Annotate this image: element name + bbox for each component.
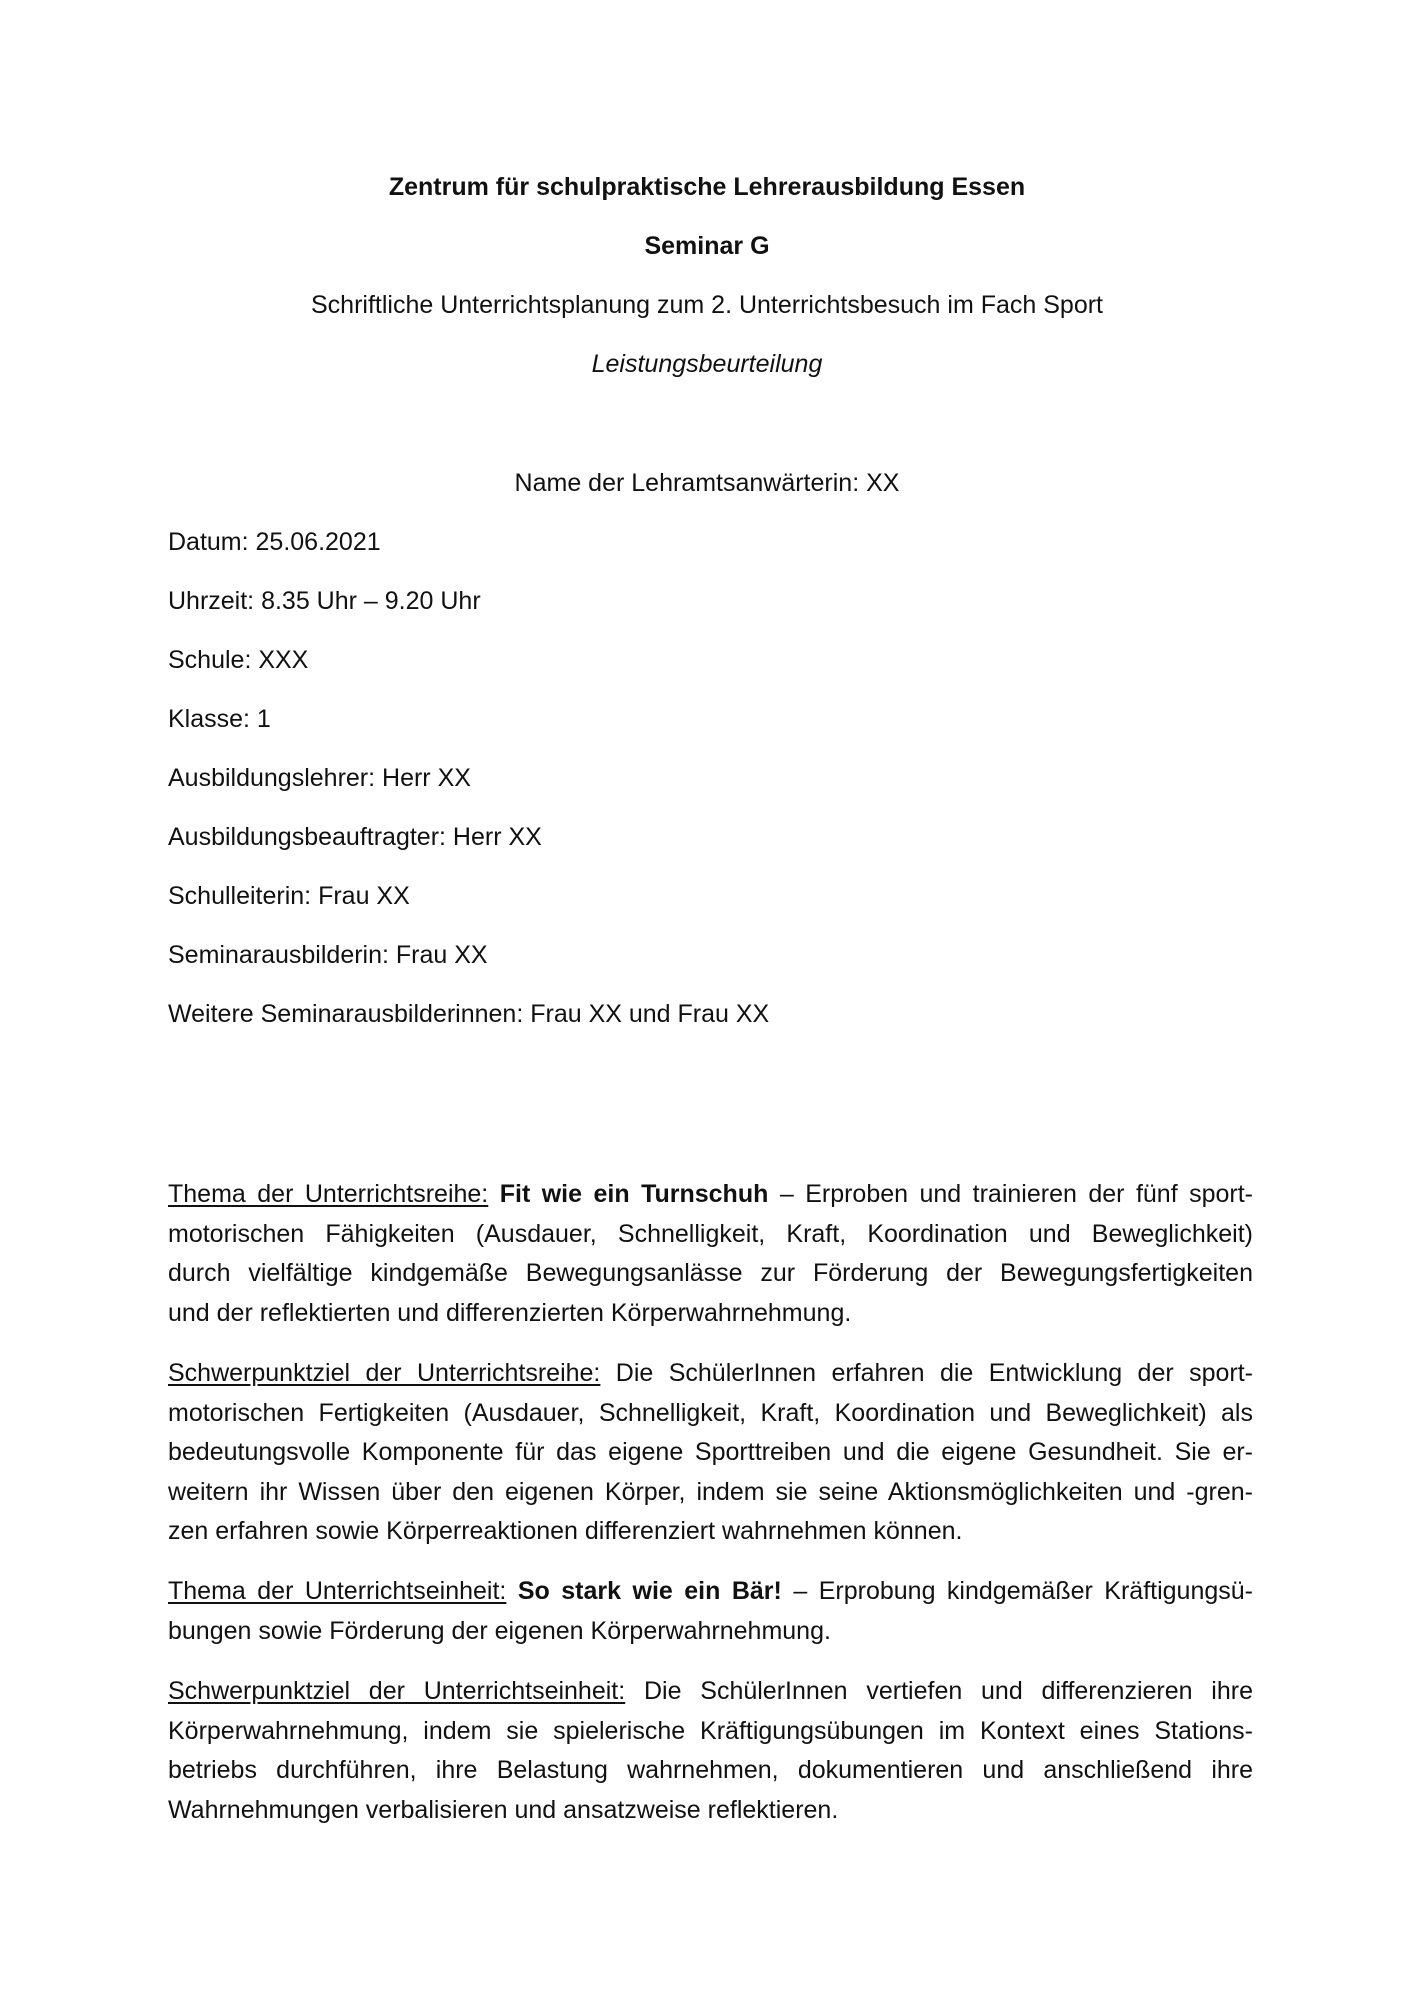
text-line	[168, 1175, 1253, 1215]
text-line: weitern ihr Wissen über den eigenen Körper, indem sie seine Aktionsmöglichkeiten und -gren-	[168, 1477, 1253, 1506]
detail-mentor-teacher: Ausbildungslehrer: Herr XX	[168, 764, 471, 792]
detail-date: Datum: 25.06.2021	[168, 528, 381, 556]
text-fragment: Die SchülerInnen vertiefen und differenzieren ihre	[625, 1677, 1253, 1705]
section-label: Thema der Unterrichtseinheit:	[168, 1577, 507, 1605]
text-fragment: – Erproben und trainieren der fünf sport-	[768, 1180, 1253, 1208]
text-line	[168, 1672, 1253, 1712]
detail-class: Klasse: 1	[168, 705, 271, 733]
section-series-goal	[168, 1354, 1253, 1552]
section-label: Thema der Unterrichtsreihe:	[168, 1180, 489, 1208]
text-line: bungen sowie Förderung der eigenen Körperwahrnehmung.	[168, 1616, 831, 1645]
section-label: Schwerpunktziel der Unterrichtsreihe:	[168, 1359, 601, 1387]
text-line: motorischen Fähigkeiten (Ausdauer, Schnelligkeit, Kraft, Koordination und Beweglichkeit)	[168, 1219, 1253, 1248]
planning-title: Schriftliche Unterrichtsplanung zum 2. Unterrichtsbesuch im Fach Sport	[311, 291, 1103, 319]
text-line: betriebs durchführen, ihre Belastung wahrnehmen, dokumentieren und anschließend ihre	[168, 1756, 1253, 1784]
series-title: Fit wie ein Turnschuh	[499, 1180, 769, 1208]
candidate-name: Name der Lehramtsanwärterin: XX	[514, 469, 900, 497]
text-line: zen erfahren sowie Körperreaktionen differenziert wahrnehmen können.	[168, 1517, 963, 1545]
topic-area: Leistungsbeurteilung	[591, 350, 823, 378]
seminar-title: Seminar G	[644, 232, 770, 260]
text-line	[168, 1572, 1253, 1612]
text-line: motorischen Fertigkeiten (Ausdauer, Schnelligkeit, Kraft, Koordination und Beweglichkeit) als	[168, 1398, 1253, 1427]
detail-further-trainers: Weitere Seminarausbilderinnen: Frau XX und Frau XX	[168, 1000, 770, 1028]
text-line: durch vielfältige kindgemäße Bewegungsanlässe zur Förderung der Bewegungsfertigkeiten	[168, 1259, 1253, 1287]
text-line	[168, 1354, 1253, 1394]
text-fragment: Die SchülerInnen erfahren die Entwicklung der sport-	[600, 1359, 1253, 1387]
section-label: Schwerpunktziel der Unterrichtseinheit:	[168, 1677, 626, 1705]
text-line: und der reflektierten und differenzierten Körperwahrnehmung.	[168, 1298, 852, 1327]
text-line: bedeutungsvolle Komponente für das eigene Sporttreiben und die eigene Gesundheit. Sie er-	[168, 1438, 1253, 1466]
section-unit-goal	[168, 1672, 1253, 1830]
unit-title: So stark wie ein Bär!	[517, 1577, 782, 1605]
text-line: Körperwahrnehmung, indem sie spielerische Kräftigungsübungen im Kontext eines Stations-	[168, 1716, 1253, 1745]
text-fragment: – Erprobung kindgemäßer Kräftigungsü-	[781, 1577, 1253, 1605]
detail-seminar-trainer: Seminarausbilderin: Frau XX	[168, 941, 488, 969]
detail-training-officer: Ausbildungsbeauftragter: Herr XX	[168, 823, 542, 851]
section-series-topic	[168, 1175, 1253, 1333]
detail-principal: Schulleiterin: Frau XX	[168, 882, 410, 910]
institution-title: Zentrum für schulpraktische Lehrerausbildung Essen	[388, 173, 1026, 201]
detail-school: Schule: XXX	[168, 646, 309, 674]
detail-time: Uhrzeit: 8.35 Uhr – 9.20 Uhr	[168, 587, 481, 615]
text-line: Wahrnehmungen verbalisieren und ansatzweise reflektieren.	[168, 1795, 839, 1824]
section-unit-topic	[168, 1572, 1253, 1651]
